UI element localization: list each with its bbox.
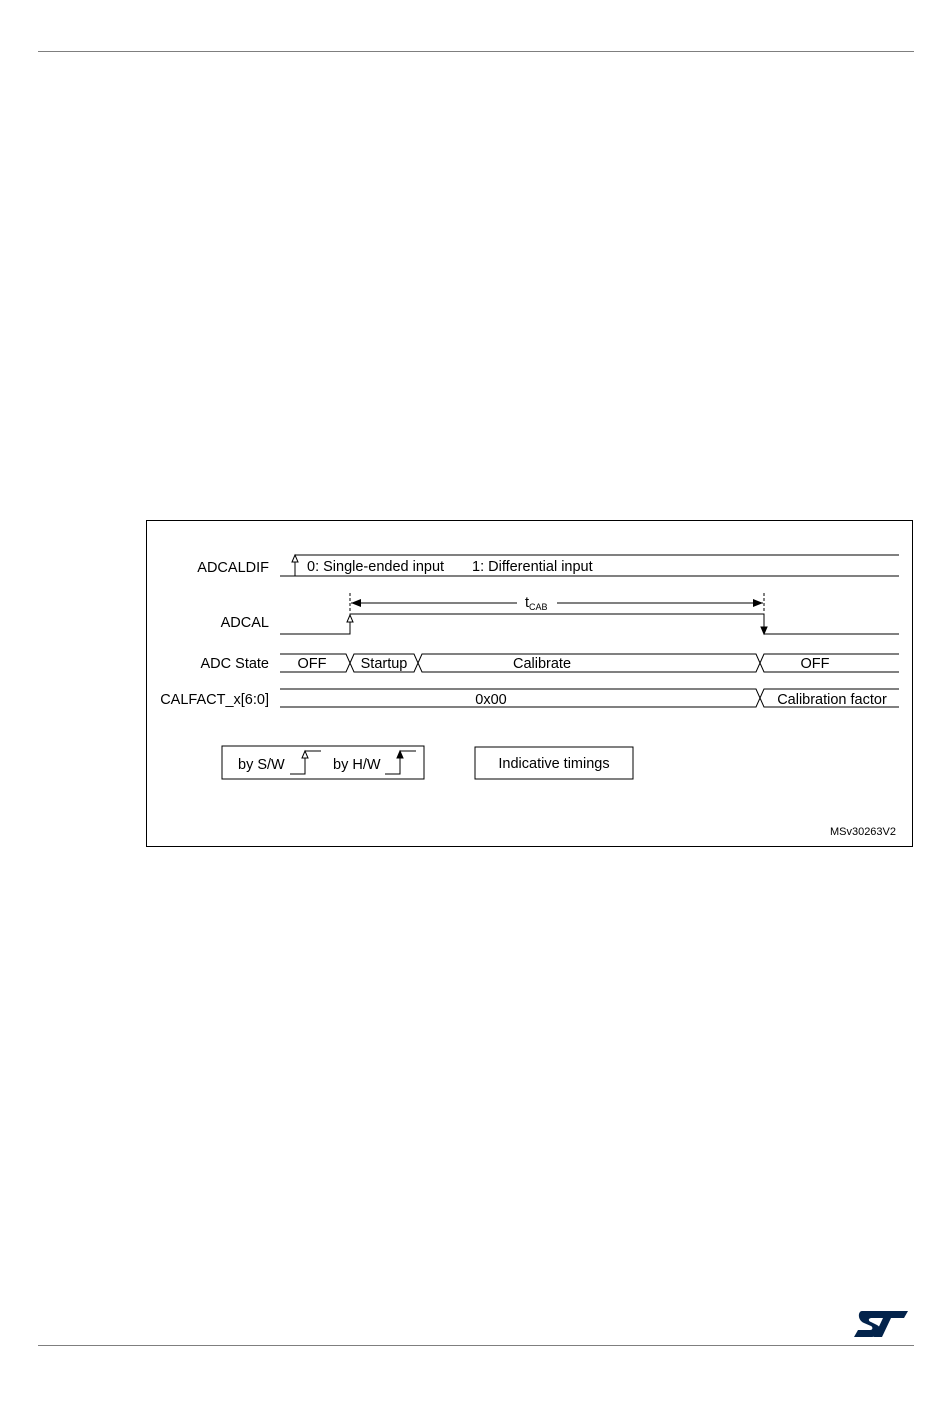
sw-edge-arrow-icon bbox=[292, 555, 298, 562]
tcab-label: $t_{CAB}$ bbox=[525, 595, 548, 612]
footer-rule bbox=[38, 1345, 914, 1346]
sw-rising-edge-arrow-icon bbox=[347, 615, 353, 622]
adcal-waveform bbox=[280, 614, 899, 634]
adcaldif-value-single-ended: 0: Single-ended input bbox=[307, 559, 445, 575]
tcab-dimension bbox=[350, 593, 764, 613]
adc-state-calibrate: Calibrate bbox=[512, 656, 572, 672]
legend-by-hw-label: by H/W bbox=[333, 757, 381, 773]
signal-label-calfact: CALFACT_x[6:0] bbox=[160, 692, 269, 708]
hw-falling-edge-arrow-icon bbox=[761, 627, 767, 634]
legend-sw-arrow-icon bbox=[302, 751, 308, 758]
timing-diagram-frame bbox=[146, 520, 913, 847]
signal-label-adcal: ADCAL bbox=[220, 615, 269, 631]
adc-state-off-final: OFF bbox=[800, 656, 830, 672]
signal-label-adc-state: ADC State bbox=[200, 656, 269, 672]
signal-label-adcaldif: ADCALDIF bbox=[197, 560, 269, 576]
st-logo-icon bbox=[853, 1309, 909, 1339]
adcaldif-value-differential: 1: Differential input bbox=[472, 559, 593, 575]
calfact-value-initial: 0x00 bbox=[475, 692, 507, 708]
adc-state-off-initial: OFF bbox=[297, 656, 327, 672]
adc-state-startup: Startup bbox=[360, 656, 408, 672]
header-rule bbox=[38, 51, 914, 52]
legend-by-sw-label: by S/W bbox=[238, 757, 285, 773]
figure-id: MSv30263V2 bbox=[829, 826, 896, 838]
timing-diagram bbox=[147, 521, 914, 848]
legend-hw-arrow-icon bbox=[397, 751, 403, 758]
calfact-value-final: Calibration factor bbox=[777, 692, 887, 708]
indicative-timings-label: Indicative timings bbox=[498, 756, 610, 772]
